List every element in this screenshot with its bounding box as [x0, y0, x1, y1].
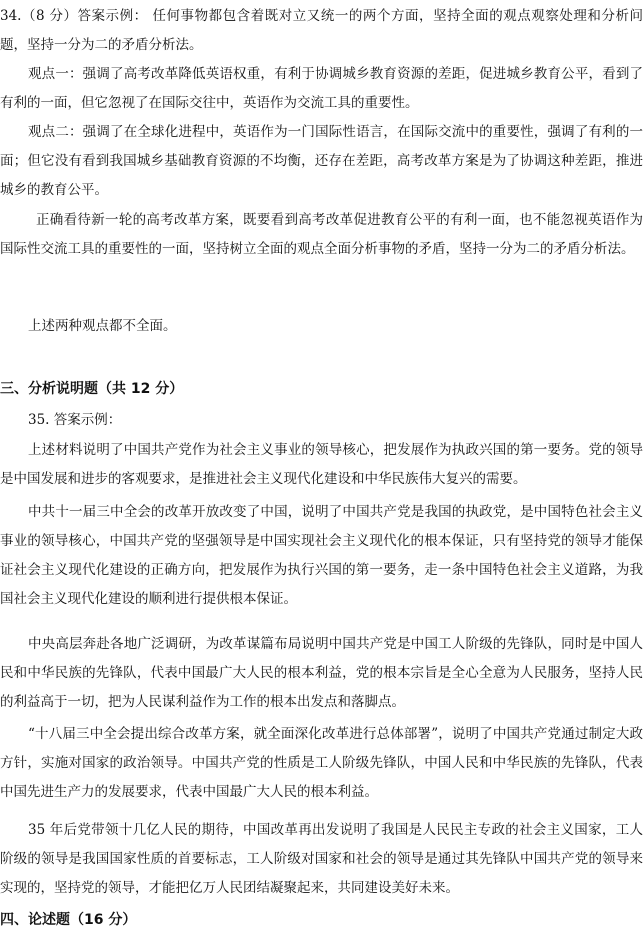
q35-paragraph-four: “十八届三中全会提出综合改革方案，就全面深化改革进行总体部署”，说明了中国共产党通过制定大政方针，实施对国家的政治领导。中国共产党的性质是工人阶级先锋队，中国人民和中华民族的先锋队，代表中国先进生产力的发展要求，代表中国最广大人民的根本利益。: [0, 726, 643, 800]
q35-paragraph-five: 35 年后党带领十几亿人民的期待，中国改革再出发说明了我国是人民民主专政的社会主义国家，工人阶级的领导是我国国家性质的首要标志，工人阶级对国家和社会的领导是通过其先锋队中国共产党的领导来实现的，坚持党的领导，才能把亿万人民团结凝聚起来，共同建设美好未来。: [0, 822, 643, 896]
q35-label: 35. 答案示例：: [28, 412, 122, 428]
q34-view-one: 观点一：强调了高考改革降低英语权重，有利于协调城乡教育资源的差距，促进城乡教育公平，看到了有利的一面，但它忽视了在国际交往中，英语作为交流工具的重要性。: [0, 66, 643, 111]
q34-view-two: 观点二：强调了在全球化进程中，英语作为一门国际性语言，在国际交流中的重要性，强调了有利的一面；但它没有看到我国城乡基础教育资源的不均衡，还存在差距，高考改革方案是为了协调这种差距，推进城乡的教育公平。: [0, 124, 643, 198]
q35-paragraph-two: 中共十一届三中全会的改革开放改变了中国，说明了中国共产党是我国的执政党，是中国特色社会主义事业的领导核心，中国共产党的坚强领导是中国实现社会主义现代化的根本保证，只有坚持党的领导才能保证社会主义现代化建设的正确方向，把发展作为执行兴国的第一要务，走一条中国特色社会主义道路，为我国社会主义现代化建设的顺利进行提供根本保证。: [0, 504, 643, 607]
q34-intro: 34.（8 分）答案示例： 任何事物都包含着既对立又统一的两个方面，坚持全面的观点观察处理和分析问题，坚持一分为二的矛盾分析法。: [0, 8, 643, 53]
q34-conclusion: 上述两种观点都不全面。: [28, 318, 177, 334]
q34-correct-view: 正确看待新一轮的高考改革方案，既要看到高考改革促进教育公平的有利一面，也不能忽视英语作为国际性交流工具的重要性的一面，坚持树立全面的观点全面分析事物的矛盾，坚持一分为二的矛盾分析法。: [0, 212, 643, 257]
section-three-heading: 三、分析说明题（共 12 分）: [0, 381, 184, 397]
q35-paragraph-three: 中央高层奔赴各地广泛调研，为改革谋篇布局说明中国共产党是中国工人阶级的先锋队，同时是中国人民和中华民族的先锋队，代表中国最广大人民的根本利益，党的根本宗旨是全心全意为人民服务，坚持人民的利益高于一切，把为人民谋利益作为工作的根本出发点和落脚点。: [0, 636, 643, 710]
section-four-heading: 四、论述题（16 分）: [0, 912, 137, 928]
q35-paragraph-one: 上述材料说明了中国共产党作为社会主义事业的领导核心，把发展作为执政兴国的第一要务。党的领导是中国发展和进步的客观要求，是推进社会主义现代化建设和中华民族伟大复兴的需要。: [0, 442, 643, 487]
